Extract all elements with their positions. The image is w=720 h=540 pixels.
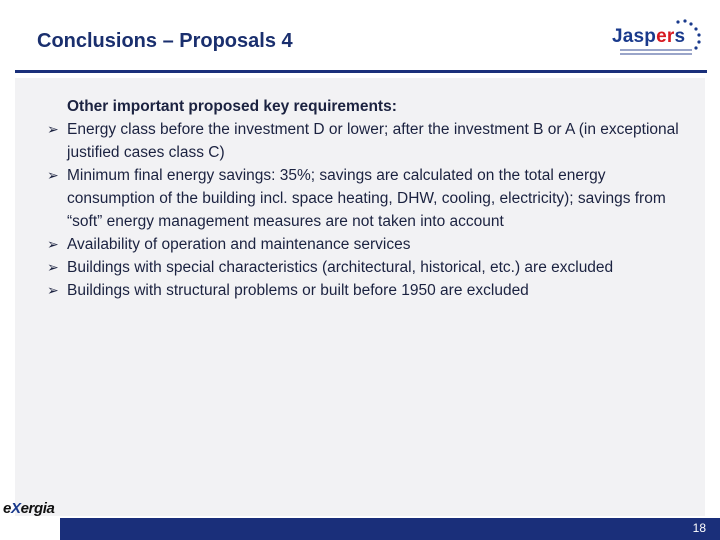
arrow-bullet-icon: ➢ (47, 167, 59, 183)
arrow-bullet-icon: ➢ (47, 236, 59, 252)
bullet-item (47, 279, 687, 302)
bullet-text: Buildings with special characteristics (architectural, historical, etc.) are excluded (67, 259, 614, 276)
page-number: 18 (692, 521, 706, 535)
bullet-item (47, 164, 687, 233)
jaspers-logo (612, 18, 704, 64)
jaspers-wordmark: Jaspers (612, 26, 686, 47)
slide-title: Conclusions – Proposals 4 (37, 30, 293, 52)
bullet-text: Availability of operation and maintenance services (67, 236, 411, 253)
intro-heading: Other important proposed key requirements: (67, 98, 397, 115)
bullet-text: Energy class before the investment D or lower; after the investment B or A (in exceptional justified cases class C) (67, 121, 679, 161)
footer-bar (60, 518, 720, 540)
bullet-text: Buildings with structural problems or built before 1950 are excluded (67, 282, 529, 299)
slide-body (47, 95, 687, 302)
arrow-bullet-icon: ➢ (47, 259, 59, 275)
bullet-item (47, 256, 687, 279)
bullet-text: Minimum final energy savings: 35%; savings are calculated on the total energy consumption of the building incl. space heating, DHW, cooling, electricity); savings from “soft” energy management measures are not taken into account (67, 167, 666, 230)
title-divider (15, 70, 707, 73)
arrow-bullet-icon: ➢ (47, 282, 59, 298)
arrow-bullet-icon: ➢ (47, 121, 59, 137)
exergia-logo: eXergia (3, 500, 55, 517)
jaspers-tagline (620, 49, 692, 51)
bullet-item (47, 233, 687, 256)
bullet-item (47, 118, 687, 164)
